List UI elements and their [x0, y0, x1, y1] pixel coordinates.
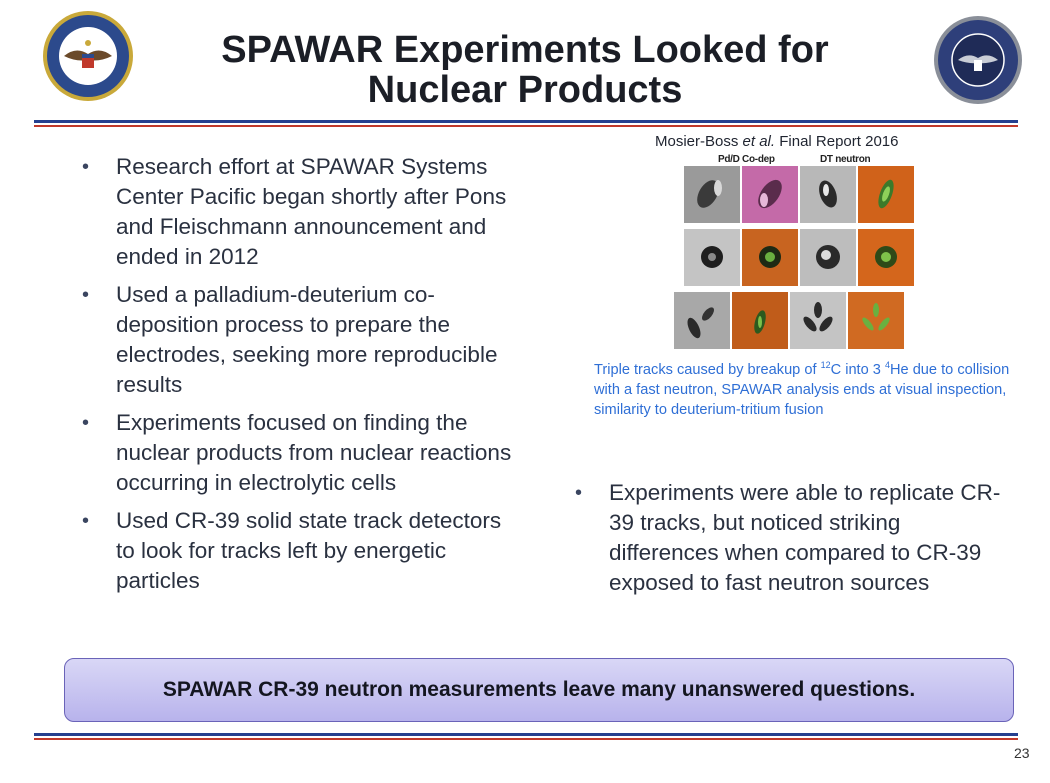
- micrograph-image: [858, 229, 914, 286]
- micrograph-image: [684, 229, 740, 286]
- citation-source: Final Report 2016: [775, 133, 899, 150]
- caption-superscript-12: 12: [820, 360, 831, 371]
- right-bullet-list: [575, 478, 1015, 606]
- citation-etal: et al.: [742, 133, 776, 150]
- micrograph-image: [858, 166, 914, 223]
- figure-citation: [655, 133, 898, 150]
- caption-text-3: He due to collision with a fast neutron, SPAWAR analysis ends at visual inspection, similarity to deuterium-tritium fusion: [594, 362, 1010, 418]
- micrograph-image: [732, 292, 788, 349]
- micrograph-grid: [674, 166, 914, 350]
- bullet-item: • Experiments were able to replicate CR-39 tracks, but noticed striking differences when compared to CR-39 exposed to fast neutron sources: [575, 478, 1015, 598]
- conclusion-callout: SPAWAR CR-39 neutron measurements leave many unanswered questions.: [64, 658, 1014, 722]
- footer-divider: [34, 733, 1018, 740]
- citation-author: Mosier-Boss: [655, 133, 743, 150]
- micrograph-image: [800, 166, 856, 223]
- bullet-item: • Used a palladium-deuterium co-deposition process to prepare the electrodes, seeking more reproducible results: [82, 280, 522, 400]
- micrograph-image: [684, 166, 740, 223]
- title-line-1: SPAWAR Experiments Looked for: [221, 29, 829, 71]
- caption-superscript-4: 4: [884, 360, 890, 371]
- left-bullet-list: [82, 152, 522, 604]
- header-divider: [34, 120, 1018, 127]
- micrograph-image: [848, 292, 904, 349]
- figure-caption: [594, 360, 1014, 420]
- bullet-item: • Used CR-39 solid state track detectors to look for tracks left by energetic particles: [82, 506, 522, 596]
- title-line-2: Nuclear Products: [367, 69, 683, 111]
- micrograph-image: [790, 292, 846, 349]
- micrograph-image: [674, 292, 730, 349]
- caption-text-2: C into 3: [830, 362, 885, 378]
- column-heading-dt: DT neutron: [820, 154, 871, 165]
- dtra-seal-icon: [932, 14, 1024, 106]
- bullet-item: • Experiments focused on finding the nuclear products from nuclear reactions occurring in electrolytic cells: [82, 408, 522, 498]
- slide-title: [180, 30, 870, 110]
- column-heading-pd-d: Pd/D Co-dep: [718, 154, 775, 165]
- page-number: 23: [1014, 745, 1030, 761]
- dod-seal-icon: [42, 10, 134, 102]
- caption-text-1: Triple tracks caused by breakup of: [594, 362, 821, 378]
- micrograph-image: [742, 229, 798, 286]
- micrograph-image: [742, 166, 798, 223]
- micrograph-image: [800, 229, 856, 286]
- bullet-item: • Research effort at SPAWAR Systems Center Pacific began shortly after Pons and Fleischmann announcement and ended in 2012: [82, 152, 522, 272]
